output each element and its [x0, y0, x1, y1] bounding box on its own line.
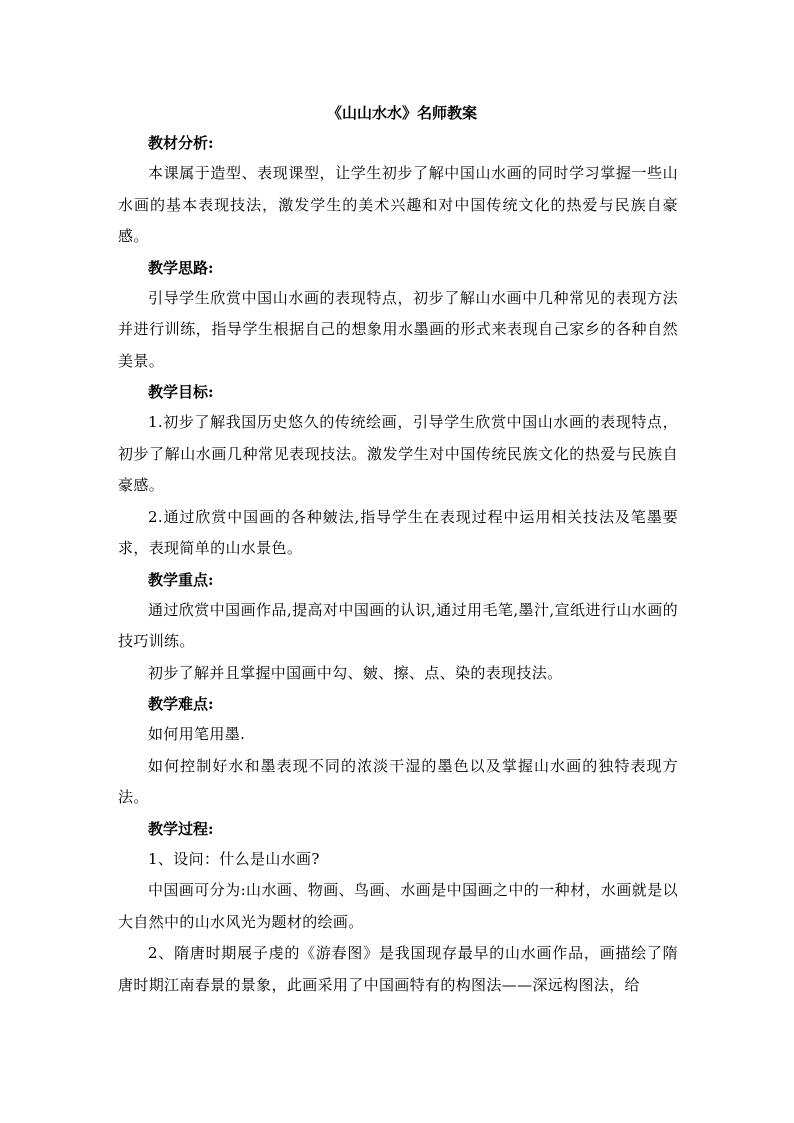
paragraph: 通过欣赏中国画作品,提高对中国画的认识,通过用毛笔,墨汁,宣纸进行山水画的技巧训练。: [118, 600, 678, 650]
paragraph: 本课属于造型、表现课型，让学生初步了解中国山水画的同时学习掌握一些山水画的基本表现技法，激发学生的美术兴趣和对中国传统文化的热爱与民族自豪感。: [118, 164, 678, 245]
section-heading: 教学难点:: [148, 695, 214, 713]
document-body: [118, 98, 678, 1001]
section-teaching-process: [118, 814, 678, 1002]
section-heading: 教学目标:: [148, 383, 214, 401]
paragraph: 如何控制好水和墨表现不同的浓淡干湿的墨色以及掌握山水画的独特表现方法。: [118, 756, 678, 806]
paragraph: 如何用笔用墨.: [148, 725, 246, 743]
section-heading: 教学思路:: [148, 258, 214, 277]
section-heading: 教材分析:: [148, 134, 214, 152]
paragraph: 1.初步了解我国历史悠久的传统绘画，引导学生欣赏中国山水画的表现特点，初步了解山水画几种常见表现技法。激发学生对中国传统民族文化的热爱与民族自豪感。: [118, 413, 678, 494]
paragraph: 1、设问：什么是山水画?: [148, 849, 320, 868]
section-heading: 教学过程:: [148, 819, 214, 838]
section-teaching-goals: [118, 377, 678, 565]
paragraph: 2、隋唐时期展子虔的《游春图》是我国现存最早的山水画作品，画描绘了隋唐时期江南春景的景象，此画采用了中国画特有的构图法——深远构图法，给: [118, 944, 678, 994]
section-textbook-analysis: [118, 128, 678, 253]
document-title: 《山山水水》名师教案: [326, 104, 477, 122]
paragraph: 初步了解并且掌握中国画中勾、皴、擦、点、染的表现技法。: [148, 663, 563, 682]
paragraph: 引导学生欣赏中国山水画的表现特点，初步了解山水画中几种常见的表现方法并进行训练，指导学生根据自己的想象用水墨画的形式来表现自己家乡的各种自然美景。: [118, 288, 678, 370]
paragraph: 中国画可分为:山水画、物画、鸟画、水画是中国画之中的一种材，水画就是以大自然中的山水风光为题材的绘画。: [118, 881, 678, 931]
section-key-points: [118, 565, 678, 690]
section-heading: 教学重点:: [148, 570, 214, 589]
section-difficulties: [118, 689, 678, 814]
section-teaching-approach: [118, 253, 678, 378]
paragraph: 2.通过欣赏中国画的各种皴法,指导学生在表现过程中运用相关技法及笔墨要求，表现简单的山水景色。: [118, 507, 678, 557]
